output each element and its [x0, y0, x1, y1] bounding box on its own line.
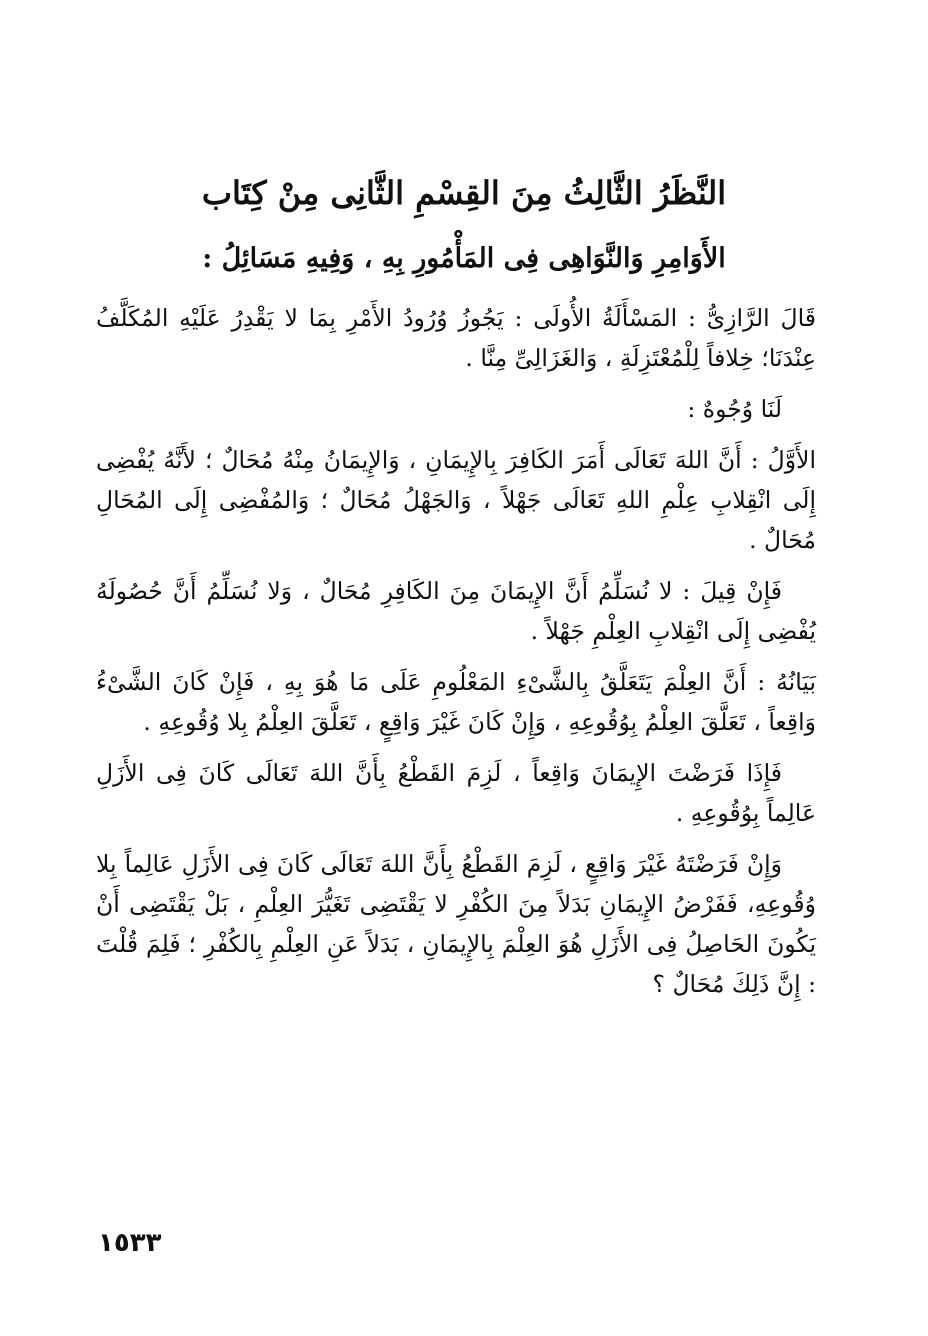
body-text: [96, 298, 816, 1015]
paragraph-our-arguments: لَنَا وُجُوهٌ :: [687, 395, 782, 423]
section-heading: النَّظَرُ الثَّالِثُ مِنَ القِسْمِ الثَّانِى مِنْ كِتَاب: [201, 174, 727, 212]
paragraph-explanation: بَيَانُهُ : أَنَّ العِلْمَ يَتَعَلَّقُ بِالشَّىْءِ المَعْلُومِ عَلَى مَا هُوَ بِهِ ، فَإِنْ كَانَ الشَّىْءُ وَاقِعاً ، تَعَلَّقَ العِلْمُ بِوُقُوعِهِ ، وَإِنْ كَانَ غَيْرَ وَاقِعٍ ، تَعَلَّقَ العِلْمُ بِلا وُقُوعِهِ .: [96, 668, 816, 736]
paragraph-first-argument: الأَوَّلُ : أَنَّ اللهَ تَعَالَى أَمَرَ الكَافِرَ بِالإِيمَانِ ، وَالإِيمَانُ مِنْهُ مُحَالٌ ؛ لأَنَّهُ يُفْضِى إِلَى انْقِلابِ عِلْمِ اللهِ تَعَالَى جَهْلاً ، وَالجَهْلُ مُحَالٌ ؛ وَالمُفْضِى إِلَى المُحَالِ مُحَالٌ .: [96, 446, 816, 554]
paragraph-assumed-not-occurring: وَإِنْ فَرَضْتَهُ غَيْرَ وَاقِعٍ ، لَزِمَ القَطْعُ بِأَنَّ اللهَ تَعَالَى كَانَ فِى الأَزَلِ عَالِماً بِلا وُقُوعِهِ، فَفَرْضُ الإِيمَانِ بَدَلاً مِنَ الكُفْرِ لا يَقْتَضِى تَغَيُّرَ العِلْمِ ، بَلْ يَقْتَضِى أَنْ يَكُونَ الحَاصِلُ فِى الأَزَلِ هُوَ العِلْمَ بِالإِيمَانِ ، بَدَلاً عَنِ العِلْمِ بِالكُفْرِ ؛ فَلِمَ قُلْتَ : إِنَّ ذَلِكَ مُحَالٌ ؟: [96, 850, 816, 998]
paragraph-razi-first-issue: قَالَ الرَّازِىُّ : المَسْأَلَةُ الأُولَى : يَجُوزُ وُرُودُ الأَمْرِ بِمَا لا يَقْدِرُ عَلَيْهِ المُكَلَّفُ عِنْدَنَا؛ خِلافاً لِلْمُعْتَزِلَةِ ، وَالغَزَالِىِّ مِنَّا .: [96, 304, 816, 372]
paragraph-assumed-occurring: فَإِذَا فَرَضْتَ الإِيمَانَ وَاقِعاً ، لَزِمَ القَطْعُ بِأَنَّ اللهَ تَعَالَى كَانَ فِى الأَزَلِ عَالِماً بِوُقُوعِهِ .: [96, 759, 816, 827]
section-subheading: الأَوَامِرِ وَالنَّوَاهِى فِى المَأْمُورِ بِهِ ، وَفِيهِ مَسَائِلُ :: [202, 243, 726, 274]
page-number: ١٥٣٣: [98, 1228, 162, 1258]
paragraph-objection: فَإِنْ قِيلَ : لا نُسَلِّمُ أَنَّ الإِيمَانَ مِنَ الكَافِرِ مُحَالٌ ، وَلا نُسَلِّمُ أَنَّ حُصُولَهُ يُفْضِى إِلَى انْقِلابِ العِلْمِ جَهْلاً .: [96, 577, 816, 645]
